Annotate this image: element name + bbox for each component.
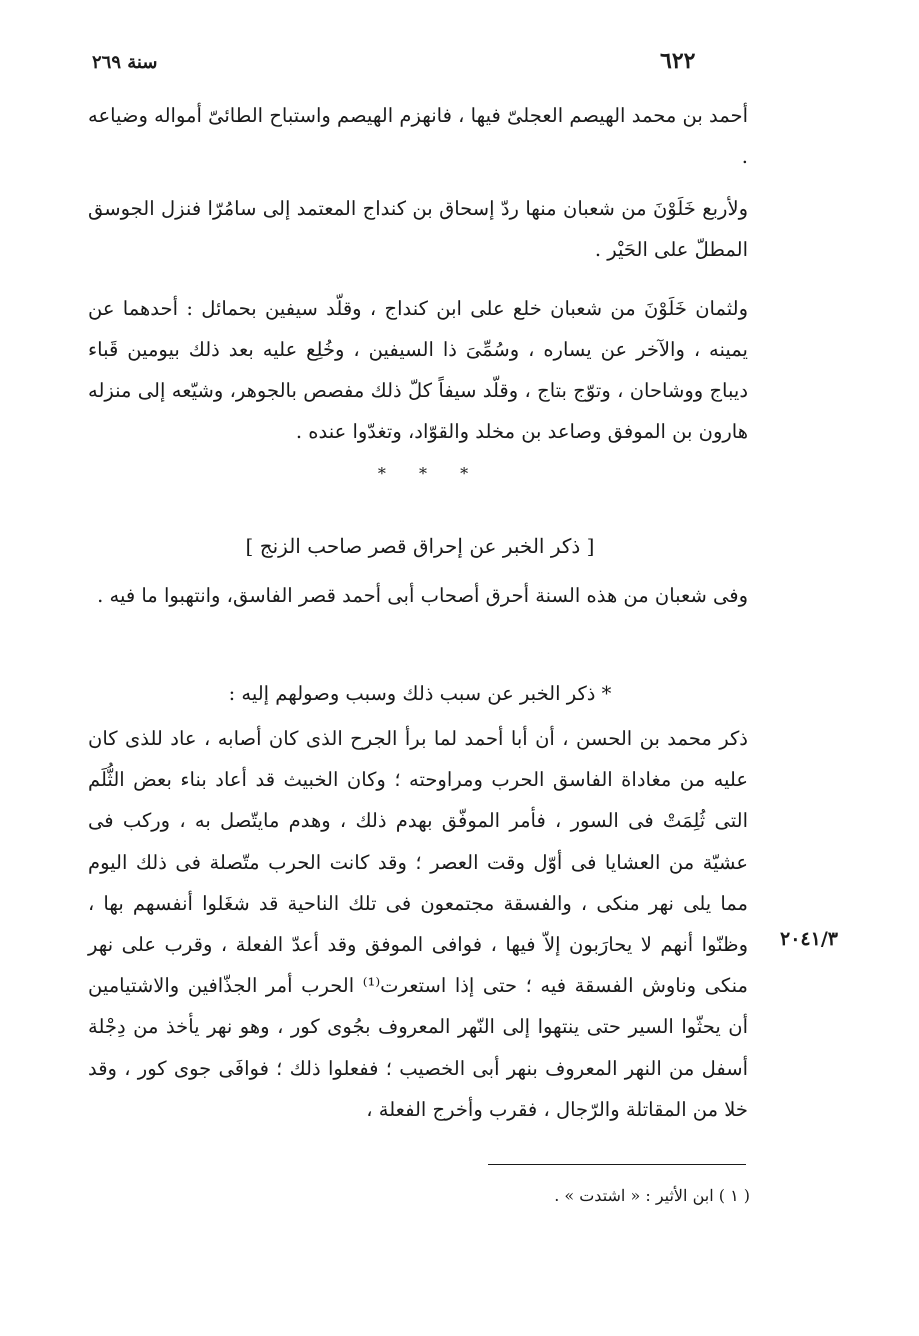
paragraph-3: ولثمان خَلَوْنَ من شعبان خلع على ابن كنداج ، وقلّد سيفين بحمائل : أحدهما عن يمينه ، والآخر عن يساره ، وسُمِّىَ ذا السيفين ، وخُلِع عليه بعد ذلك بيومين قَباء ديباج ووشاحان ، وتوّج بتاج ، وقلّد سيفاً كلّ ذلك مفصص بالجوهر، وشيّعه إلى منزله هارون بن الموفق وصاعد بن مخلد والقوّاد، وتغدّوا عنده . [88, 297, 748, 443]
section-separator: * * * [377, 464, 483, 483]
paragraph-2: ولأربع خَلَوْنَ من شعبان منها ردّ إسحاق بن كنداج المعتمد إلى سامُرّا فنزل الجوسق المطلّ على الحَيْر . [88, 197, 748, 261]
running-header-year: سنة ٢٦٩ [92, 52, 158, 73]
section-intro: وفى شعبان من هذه السنة أحرق أصحاب أبى أحمد قصر الفاسق، وانتهبوا ما فيه . [97, 584, 748, 607]
footnote-divider [488, 1164, 746, 1165]
page-number: ٦٢٢ [660, 48, 696, 74]
footnote: ( ١ ) ابن الأثير : « اشتدت » . [554, 1186, 750, 1205]
sub-heading: * ذكر الخبر عن سبب ذلك وسبب وصولهم إليه : [228, 682, 612, 705]
paragraph-1: أحمد بن محمد الهيصم العجلىّ فيها ، فانهزم الهيصم واستباح الطائىّ أمواله وضياعه . [88, 104, 748, 168]
margin-reference: ٢٠٤١/٣ [780, 928, 838, 950]
section-heading: [ ذكر الخبر عن إحراق قصر صاحب الزنج ] [245, 534, 595, 558]
section-body: ذكر محمد بن الحسن ، أن أبا أحمد لما برأ الجرح الذى كان أصابه ، عاد للذى كان عليه من مغاداة الفاسق الحرب ومراوحته ؛ وكان الخبيث قد أعاد بناء بعض الثُّلَم التى ثُلِمَتْ فى السور ، فأمر الموفّق بهدم ذلك ، وهدم مايتّصل به ، وركب فى عشيّة من العشايا فى أوّل وقت العصر ؛ وقد كانت الحرب متّصلة فى ذلك اليوم مما يلى نهر منكى ، والفسقة مجتمعون فى تلك الناحية قد شغَلوا أنفسهم بها ، وظنّوا أنهم لا يحارَبون إلاّ فيها ، فوافى الموفق وقد أعدّ الفعلة ، وقرب على نهر منكى وناوش الفسقة فيه ؛ حتى إذا استعرت⁽¹⁾ الحرب أمر الجذّافين والاشتيامين أن يحثّوا السير حتى ينتهوا إلى النّهر المعروف بجُوى كور ، وهو نهر يأخذ من دِجْلة أسفل من النهر المعروف بنهر أبى الخصيب ؛ ففعلوا ذلك ؛ فوافَى جوى كور ، وقد خلا من المقاتلة والرّجال ، فقرب وأخرج الفعلة ، [88, 727, 748, 1121]
